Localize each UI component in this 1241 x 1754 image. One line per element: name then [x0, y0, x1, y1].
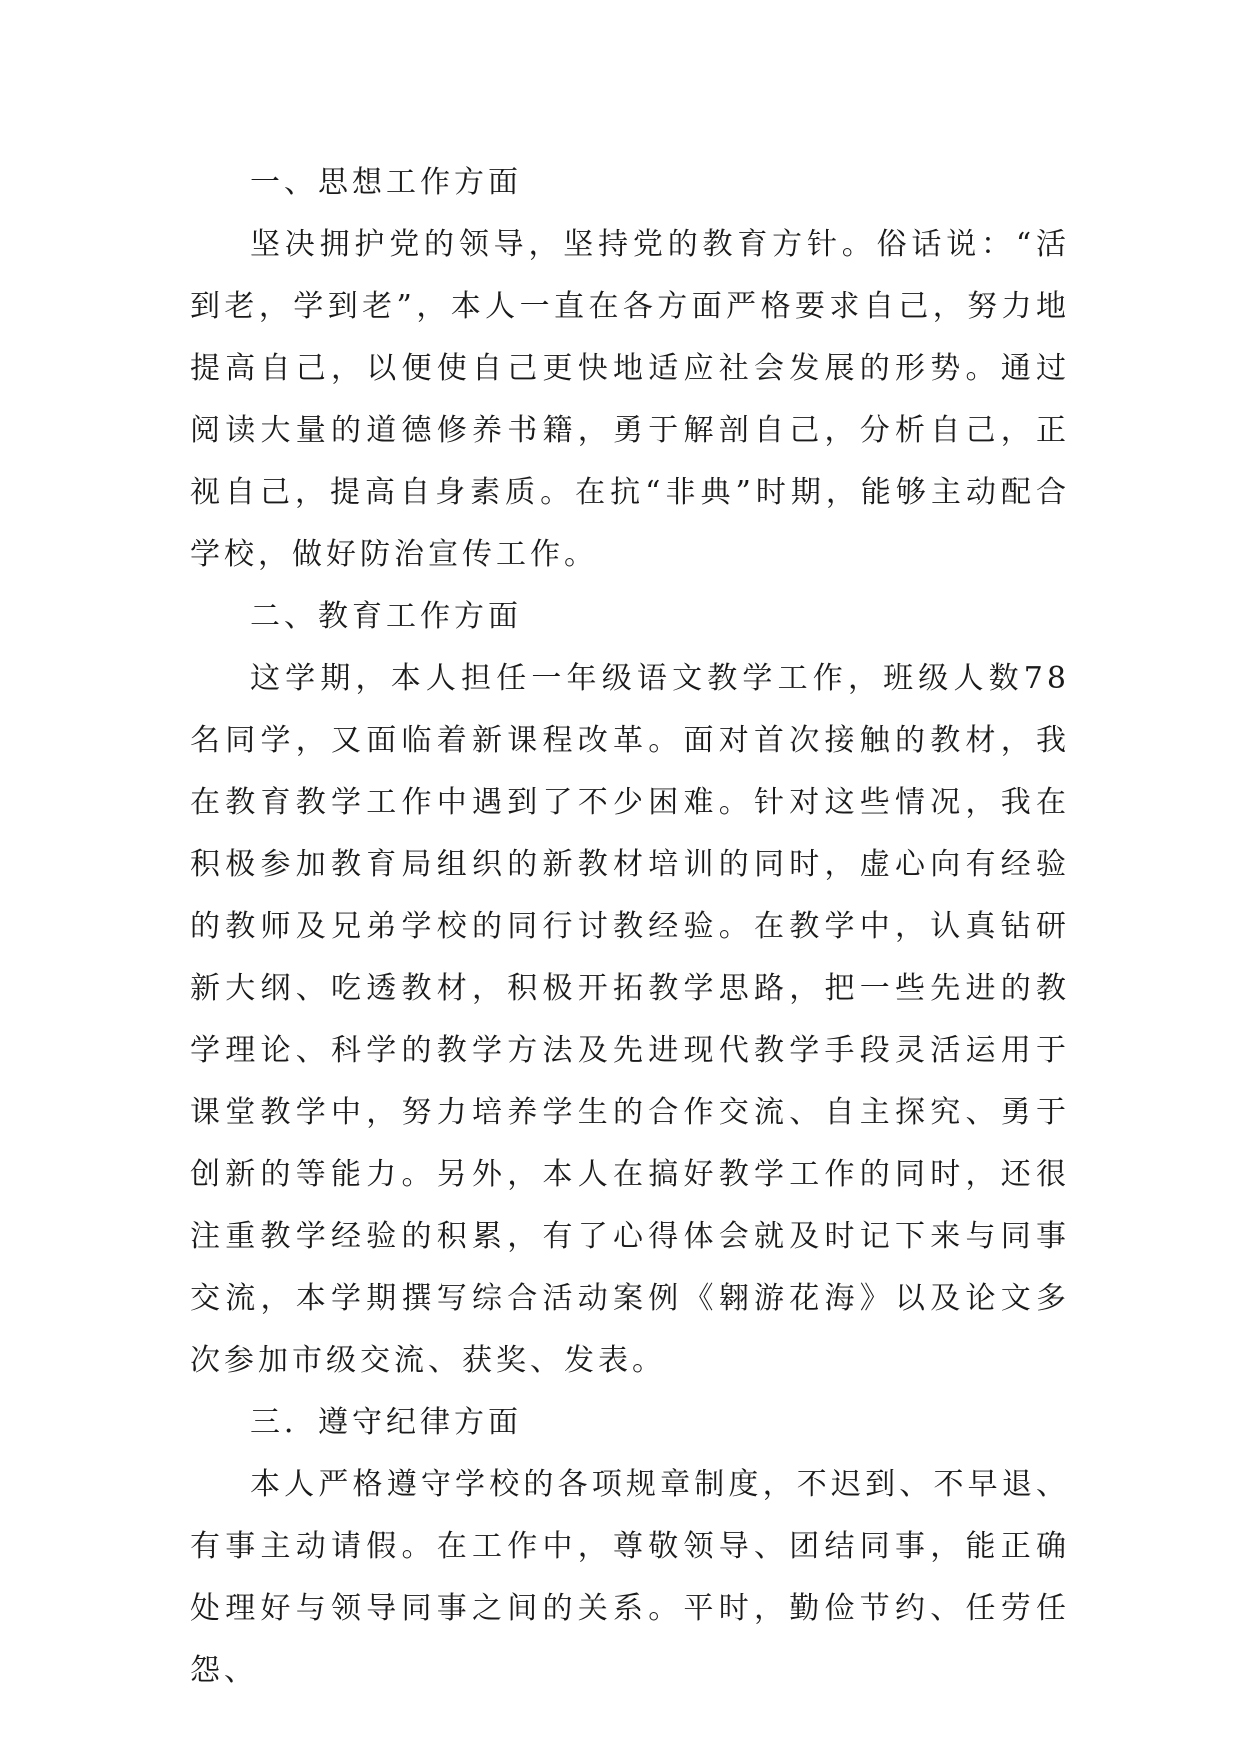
- paragraph-education: 这学期，本人担任一年级语文教学工作，班级人数78名同学，又面临着新课程改革。面对首次接触的教材，我在教育教学工作中遇到了不少困难。针对这些情况，我在积极参加教育局组织的新教材培训的同时，虚心向有经验的教师及兄弟学校的同行讨教经验。在教学中，认真钻研新大纲、吃透教材，积极开拓教学思路，把一些先进的教学理论、科学的教学方法及先进现代教学手段灵活运用于课堂教学中，努力培养学生的合作交流、自主探究、勇于创新的等能力。另外，本人在搞好教学工作的同时，还很注重教学经验的积累，有了心得体会就及时记下来与同事交流，本学期撰写综合活动案例《翱游花海》以及论文多次参加市级交流、获奖、发表。: [190, 661, 1070, 1378]
- section-heading-thought: 一、思想工作方面: [250, 165, 522, 200]
- paragraph-discipline: 本人严格遵守学校的各项规章制度，不迟到、不早退、有事主动请假。在工作中，尊敬领导、团结同事，能正确处理好与领导同事之间的关系。平时，勤俭节约、任劳任怨、: [190, 1467, 1070, 1688]
- section-heading-education: 二、教育工作方面: [250, 599, 522, 634]
- document-body: [190, 152, 1070, 1702]
- section-heading-discipline: 三．遵守纪律方面: [250, 1405, 522, 1440]
- paragraph-thought: 坚决拥护党的领导，坚持党的教育方针。俗话说：“活到老，学到老”，本人一直在各方面严格要求自己，努力地提高自己，以便使自己更快地适应社会发展的形势。通过阅读大量的道德修养书籍，勇于解剖自己，分析自己，正视自己，提高自身素质。在抗“非典”时期，能够主动配合学校，做好防治宣传工作。: [190, 227, 1070, 572]
